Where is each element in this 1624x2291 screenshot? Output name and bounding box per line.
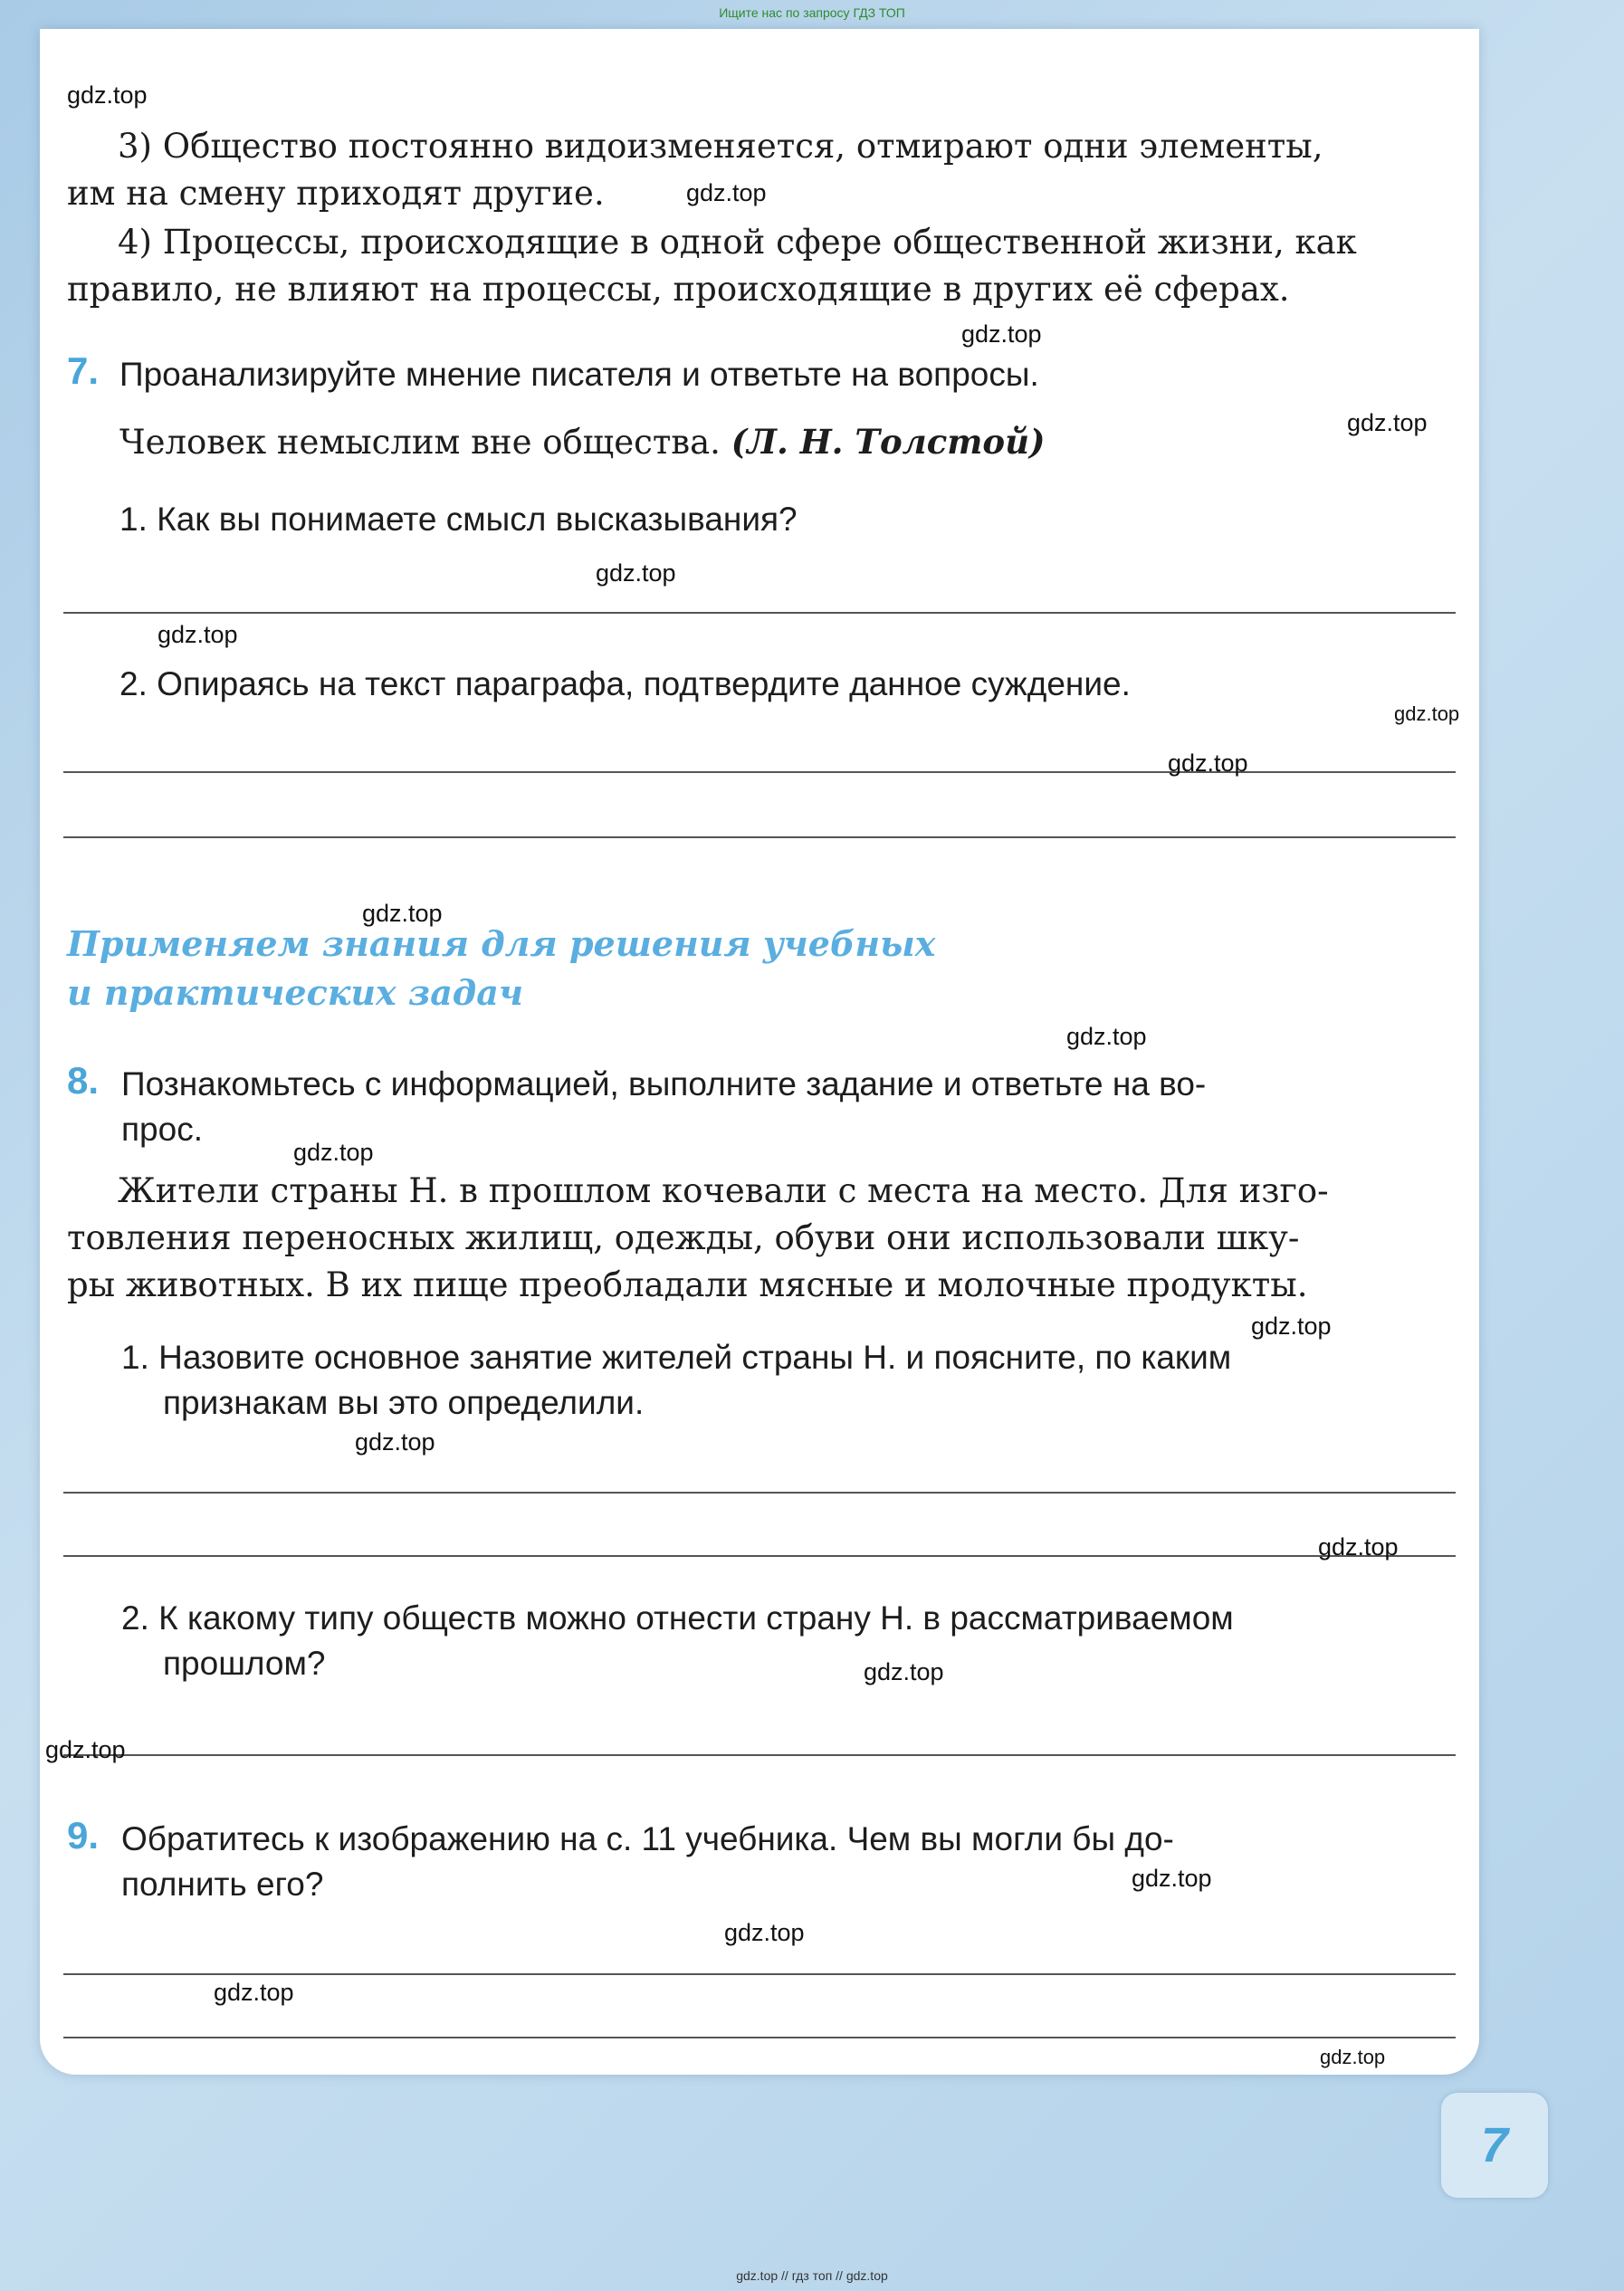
- task8-number: 8.: [67, 1059, 100, 1102]
- item3-line2: им на смену приходят другие.: [67, 174, 605, 213]
- watermark: gdz.top: [293, 1139, 374, 1166]
- watermark: gdz.top: [1394, 702, 1460, 725]
- answer-line[interactable]: [63, 1492, 1456, 1494]
- task8-text-line2: товления переносных жилищ, одежды, обуви они использовали шку-: [67, 1218, 1300, 1257]
- section-heading-line1: Применяем знания для решения учебных: [67, 923, 936, 964]
- watermark: gdz.top: [355, 1428, 435, 1456]
- item4-line2: правило, не влияют на процессы, происходящие в других её сферах.: [67, 270, 1290, 309]
- section-heading-line2: и практических задач: [67, 972, 524, 1013]
- task7-quote-author: (Л. Н. Толстой): [731, 422, 1046, 462]
- watermark: gdz.top: [45, 1736, 126, 1763]
- task9-number: 9.: [67, 1814, 100, 1857]
- watermark: gdz.top: [1168, 749, 1248, 777]
- task9-line1: Обратитесь к изображению на с. 11 учебника. Чем вы могли бы до-: [121, 1820, 1174, 1857]
- task9-line2: полнить его?: [121, 1866, 324, 1903]
- watermark: gdz.top: [362, 900, 443, 927]
- task8-q1-line1: 1. Назовите основное занятие жителей страны Н. и поясните, по каким: [121, 1339, 1232, 1376]
- page-number: 7: [1480, 2118, 1509, 2172]
- task7-quote: [119, 418, 1046, 466]
- task8-text-line3: ры животных. В их пище преобладали мясные и молочные продукты.: [67, 1265, 1308, 1304]
- task7-quote-text: Человек немыслим вне общества.: [119, 423, 721, 462]
- answer-line[interactable]: [63, 1754, 1456, 1756]
- workbook-page: [40, 29, 1479, 2075]
- task8-q2-line1: 2. К какому типу обществ можно отнести страну Н. в рассматриваемом: [121, 1599, 1234, 1637]
- watermark: gdz.top: [686, 179, 767, 206]
- task8-prompt-line2: прос.: [121, 1111, 203, 1148]
- answer-line[interactable]: [63, 2037, 1456, 2038]
- item3-line1: 3) Общество постоянно видоизменяется, отмирают одни элементы,: [118, 127, 1323, 166]
- watermark: gdz.top: [1066, 1023, 1147, 1050]
- watermark: gdz.top: [1320, 2046, 1386, 2068]
- watermark: gdz.top: [864, 1658, 944, 1685]
- page-number-tab: [1441, 2093, 1548, 2198]
- watermark: gdz.top: [158, 621, 238, 648]
- watermark: gdz.top: [67, 81, 148, 109]
- task8-prompt-line1: Познакомьтесь с информацией, выполните задание и ответьте на во-: [121, 1065, 1207, 1103]
- task7-prompt: Проанализируйте мнение писателя и ответьте на вопросы.: [119, 356, 1039, 393]
- watermark: gdz.top: [596, 559, 676, 587]
- task7-number: 7.: [67, 349, 100, 392]
- watermark: gdz.top: [1251, 1313, 1332, 1340]
- watermark: gdz.top: [1347, 409, 1428, 436]
- task8-text-line1: Жители страны Н. в прошлом кочевали с места на место. Для изго-: [118, 1171, 1329, 1210]
- task7-q2: 2. Опираясь на текст параграфа, подтвердите данное суждение.: [119, 665, 1131, 702]
- watermark: gdz.top: [214, 1979, 294, 2006]
- answer-line[interactable]: [63, 1555, 1456, 1557]
- bottom-banner: gdz.top // гдз топ // gdz.top: [736, 2268, 888, 2283]
- watermark: gdz.top: [1132, 1865, 1212, 1892]
- watermark: gdz.top: [961, 320, 1042, 348]
- item4-line1: 4) Процессы, происходящие в одной сфере общественной жизни, как: [118, 223, 1357, 262]
- watermark: gdz.top: [724, 1919, 805, 1946]
- top-banner: Ищите нас по запросу ГДЗ ТОП: [719, 5, 905, 20]
- task8-q1-line2: признакам вы это определили.: [163, 1384, 645, 1421]
- watermark: gdz.top: [1318, 1533, 1399, 1561]
- answer-line[interactable]: [63, 1973, 1456, 1975]
- task8-q2-line2: прошлом?: [163, 1645, 326, 1682]
- answer-line[interactable]: [63, 836, 1456, 838]
- answer-line[interactable]: [63, 612, 1456, 614]
- task7-q1: 1. Как вы понимаете смысл высказывания?: [119, 501, 798, 538]
